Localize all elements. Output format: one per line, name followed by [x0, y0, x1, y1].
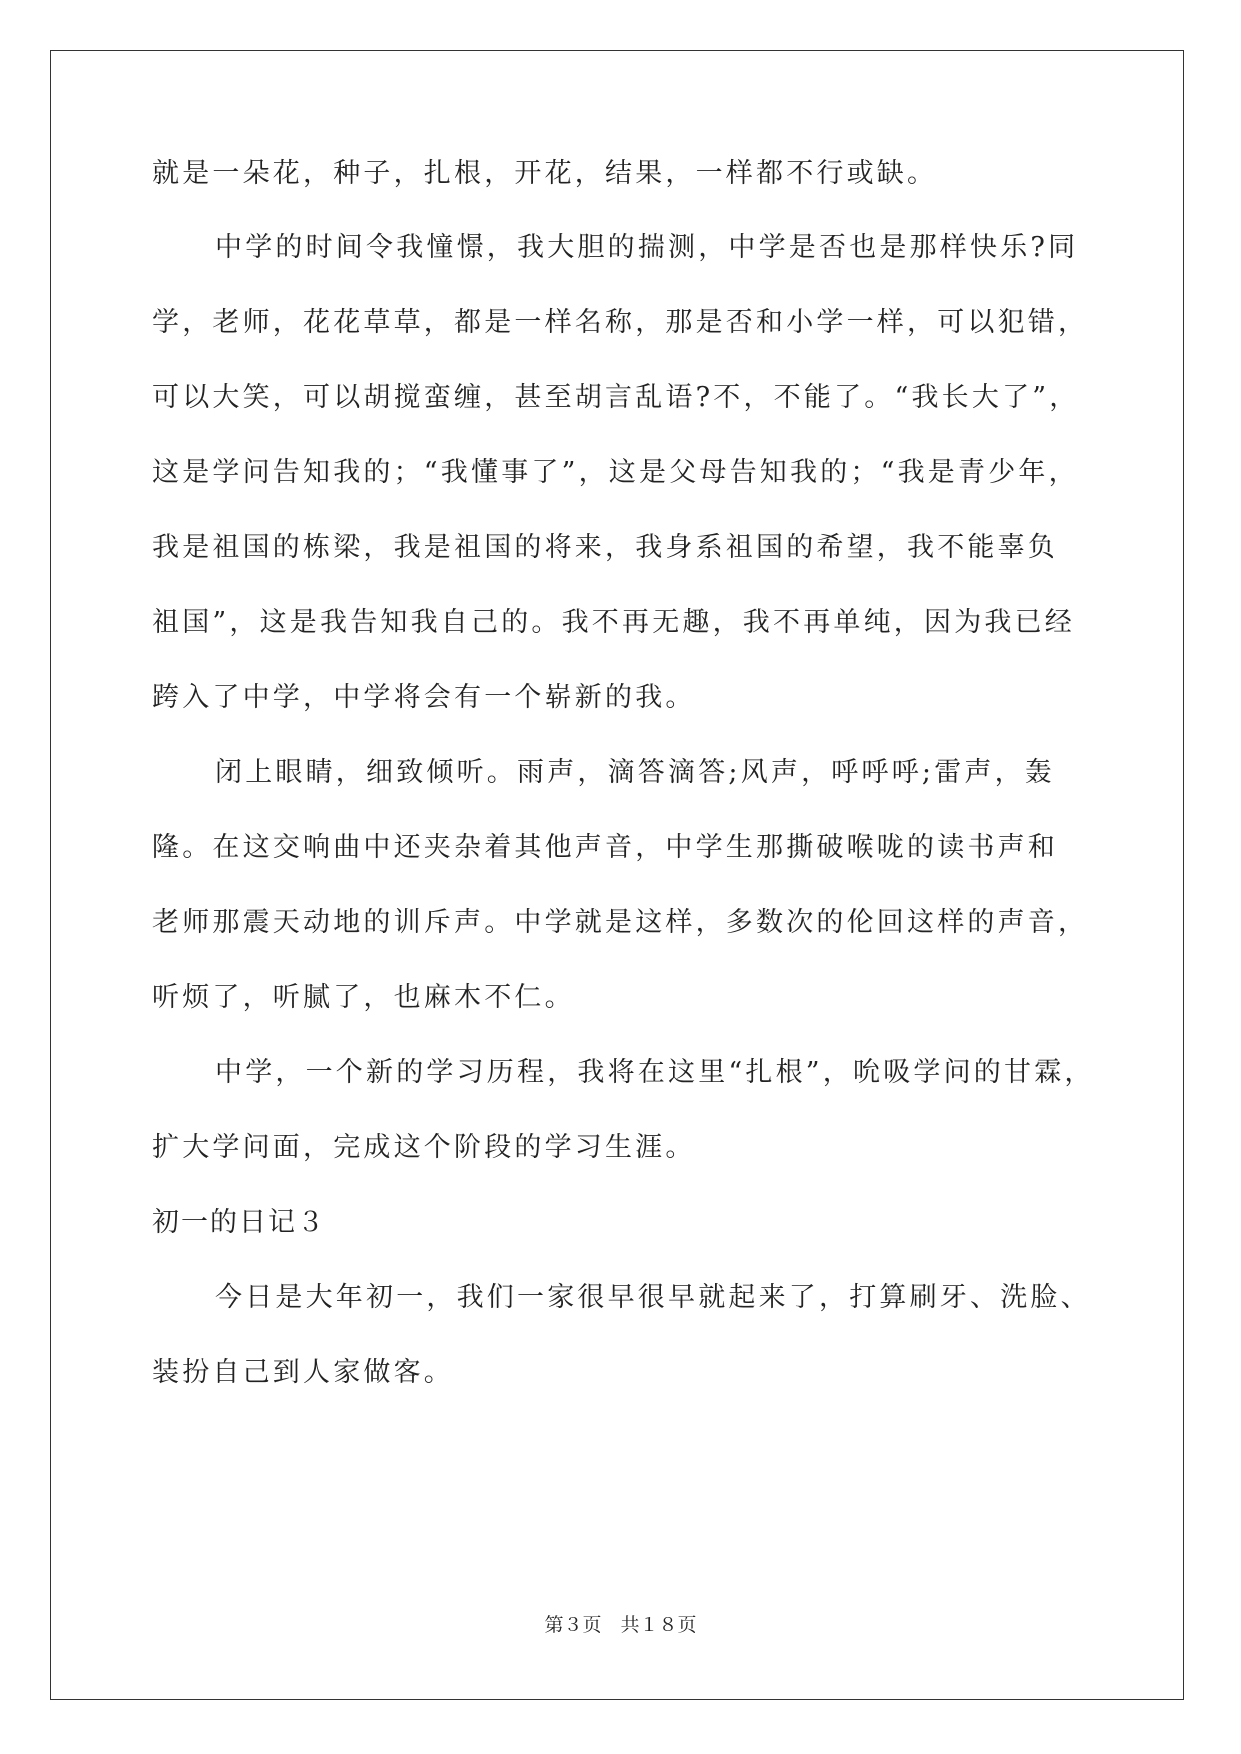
page-number-footer: 第３页 共１８页	[544, 1614, 697, 1636]
paragraph-line: 中学的时间令我憧憬，我大胆的揣测，中学是否也是那样快乐?同	[215, 232, 1079, 263]
section-heading: 初一的日记３	[152, 1207, 326, 1238]
paragraph-line: 装扮自己到人家做客。	[152, 1357, 454, 1388]
paragraph-line: 祖国”，这是我告知我自己的。我不再无趣，我不再单纯，因为我已经	[152, 607, 1076, 638]
paragraph-line: 学，老师，花花草草，都是一样名称，那是否和小学一样，可以犯错，	[152, 307, 1089, 338]
paragraph-line: 我是祖国的栋梁，我是祖国的将来，我身系祖国的希望，我不能辜负	[152, 532, 1058, 563]
paragraph-line: 跨入了中学，中学将会有一个崭新的我。	[152, 682, 696, 713]
paragraph-line: 听烦了，听腻了，也麻木不仁。	[152, 982, 575, 1013]
paragraph-line: 闭上眼睛，细致倾听。雨声，滴答滴答;风声，呼呼呼;雷声，轰	[215, 757, 1055, 788]
paragraph-line: 这是学问告知我的；“我懂事了”，这是父母告知我的；“我是青少年，	[152, 457, 1079, 488]
paragraph-line: 可以大笑，可以胡搅蛮缠，甚至胡言乱语?不，不能了。“我长大了”，	[152, 382, 1080, 413]
paragraph-line: 今日是大年初一，我们一家很早很早就起来了，打算刷牙、洗脸、	[215, 1282, 1091, 1313]
paragraph-line: 老师那震天动地的训斥声。中学就是这样，多数次的伦回这样的声音，	[152, 907, 1089, 938]
page-border	[50, 50, 1184, 1700]
paragraph-line: 隆。在这交响曲中还夹杂着其他声音，中学生那撕破喉咙的读书声和	[152, 832, 1058, 863]
paragraph-line: 就是一朵花，种子，扎根，开花，结果，一样都不行或缺。	[152, 158, 938, 189]
paragraph-line: 扩大学问面，完成这个阶段的学习生涯。	[152, 1132, 696, 1163]
paragraph-line: 中学，一个新的学习历程，我将在这里“扎根”，吮吸学问的甘霖，	[215, 1057, 1095, 1088]
